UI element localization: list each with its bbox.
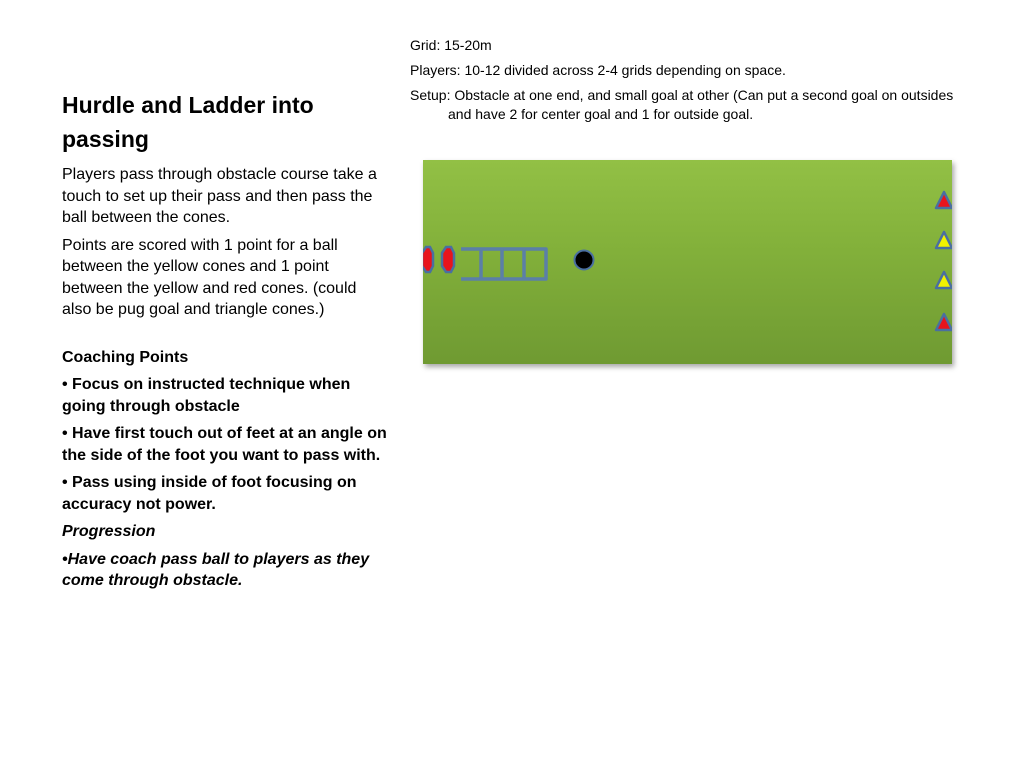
slide-title: Hurdle and Ladder into passing <box>62 92 314 152</box>
players-count: Players: 10-12 divided across 2-4 grids depending on space. <box>410 62 786 78</box>
red-cone-1 <box>423 247 433 272</box>
drill-description <box>62 164 387 598</box>
coaching-points-heading: Coaching Points <box>62 348 189 366</box>
red-triangle-cone-top <box>936 192 952 208</box>
coaching-point-3: • Pass using inside of foot focusing on accuracy not power. <box>62 474 357 513</box>
red-cone-2 <box>442 247 454 272</box>
setup-description: Setup: Obstacle at one end, and small goal at other (Can put a second goal on outsides and have 2 for center goal and 1 for outside goal. <box>410 87 954 122</box>
yellow-triangle-cone-1 <box>936 232 952 248</box>
field-diagram <box>423 160 952 364</box>
yellow-triangle-cone-2 <box>936 272 952 288</box>
setup-notes <box>410 36 970 130</box>
grid-size: Grid: 15-20m <box>410 37 492 53</box>
red-triangle-cone-bottom <box>936 314 952 330</box>
ball <box>575 251 594 270</box>
coaching-point-1: • Focus on instructed technique when going through obstacle <box>62 376 351 415</box>
coaching-point-2: • Have first touch out of feet at an angle on the side of the foot you want to pass with. <box>62 425 387 464</box>
ladder <box>461 249 546 279</box>
field-svg <box>423 160 952 364</box>
description-paragraph-1: Players pass through obstacle course take a touch to set up their pass and then pass the ball between the cones. <box>62 166 377 226</box>
progression-heading: Progression <box>62 523 156 540</box>
progression-item: •Have coach pass ball to players as they come through obstacle. <box>62 550 370 589</box>
description-paragraph-2: Points are scored with 1 point for a ball between the yellow cones and 1 point between the yellow and red cones. (could also be pug goal and triangle cones.) <box>62 236 357 318</box>
